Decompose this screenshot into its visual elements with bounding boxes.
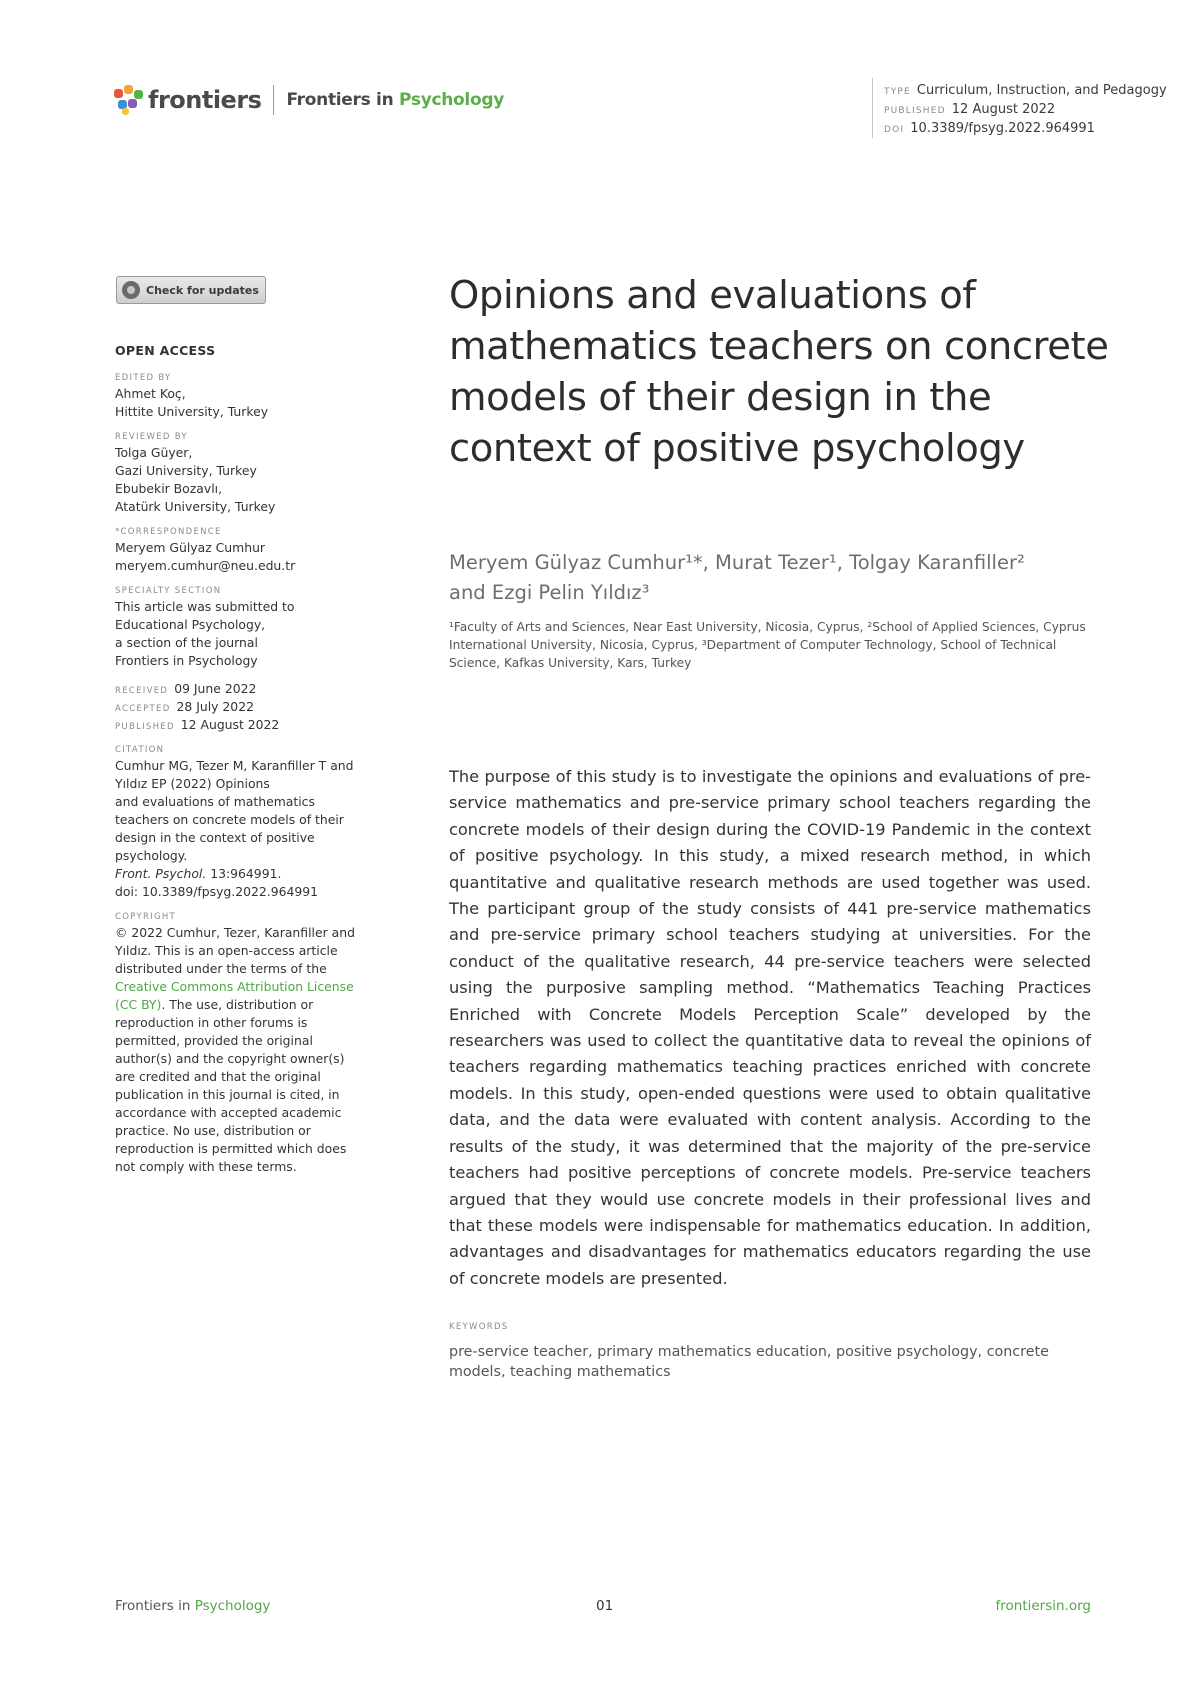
copyright-line	[115, 996, 375, 1014]
specialty-section	[115, 585, 375, 670]
meta-doi-label: DOI	[884, 125, 905, 135]
meta-divider	[872, 78, 873, 138]
authors-line: Meryem Gülyaz Cumhur¹*, Murat Tezer¹, Tolgay Karanfiller²	[449, 551, 1025, 574]
page-number: 01	[596, 1598, 614, 1614]
copyright-line: © 2022 Cumhur, Tezer, Karanfiller and	[115, 925, 355, 940]
open-access-label: OPEN ACCESS	[115, 343, 216, 358]
published-value: 12 August 2022	[180, 717, 280, 732]
copyright-line: author(s) and the copyright owner(s)	[115, 1051, 345, 1066]
copyright-section	[115, 911, 375, 1176]
copyright-tail: . The use, distribution or	[161, 997, 314, 1012]
copyright-line: are credited and that the original	[115, 1069, 321, 1084]
copyright-line: distributed under the terms of the	[115, 961, 327, 976]
reviewer-name: Ebubekir Bozavlı,	[115, 481, 223, 496]
specialty-line: Educational Psychology,	[115, 617, 266, 632]
accepted-label: ACCEPTED	[115, 704, 171, 714]
meta-type-label: TYPE	[884, 87, 911, 97]
footer-journal-accent: Psychology	[194, 1598, 271, 1614]
correspondence-email[interactable]: meryem.cumhur@neu.edu.tr	[115, 558, 296, 573]
copyright-line: Yıldız. This is an open-access article	[115, 943, 338, 958]
citation-doi[interactable]: doi: 10.3389/fpsyg.2022.964991	[115, 884, 319, 899]
author-list	[449, 548, 1089, 608]
copyright-line: reproduction is permitted which does	[115, 1141, 347, 1156]
journal-accent: Psychology	[399, 90, 504, 110]
copyright-label: COPYRIGHT	[115, 912, 177, 922]
reviewed-by-section	[115, 431, 375, 516]
keywords-list: pre-service teacher, primary mathematics education, positive psychology, concrete models, teaching mathematics	[449, 1344, 1049, 1380]
footer-journal	[115, 1598, 270, 1614]
editor-name: Ahmet Koç,	[115, 386, 186, 401]
copyright-line: permitted, provided the original	[115, 1033, 313, 1048]
citation-volume: 13:964991.	[206, 866, 282, 881]
specialty-line: a section of the journal	[115, 635, 258, 650]
meta-type	[884, 82, 1167, 101]
check-updates-label: Check for updates	[146, 283, 259, 297]
logo-wordmark: frontiers	[148, 86, 262, 114]
meta-published-value: 12 August 2022	[951, 102, 1056, 117]
correspondence-section	[115, 526, 375, 575]
edited-by-label: EDITED BY	[115, 373, 172, 383]
citation-line: psychology.	[115, 848, 188, 863]
license-abbrev-link[interactable]: (CC BY)	[115, 997, 162, 1012]
journal-prefix: Frontiers in	[286, 90, 394, 110]
logo-divider	[273, 85, 274, 115]
affiliations: ¹Faculty of Arts and Sciences, Near East University, Nicosia, Cyprus, ²School of Applied Sciences, Cyprus International University, Nicosia, Cyprus, ³Department of Computer Technology, School of Technical Science, Kafkas University, Kars, Turkey	[449, 620, 1086, 670]
correspondence-label: *CORRESPONDENCE	[115, 527, 222, 537]
correspondence-name: Meryem Gülyaz Cumhur	[115, 540, 266, 555]
citation-line: Cumhur MG, Tezer M, Karanfiller T and	[115, 758, 354, 773]
published-label: PUBLISHED	[115, 722, 175, 732]
meta-type-value: Curriculum, Instruction, and Pedagogy	[916, 83, 1167, 98]
footer-site-link[interactable]: frontiersin.org	[995, 1598, 1091, 1614]
meta-published-label: PUBLISHED	[884, 106, 946, 116]
citation-label: CITATION	[115, 745, 165, 755]
citation-line: teachers on concrete models of their	[115, 812, 344, 827]
received-value: 09 June 2022	[174, 681, 257, 696]
citation-section	[115, 744, 375, 901]
dates-section	[115, 680, 375, 734]
citation-journal-line	[115, 865, 375, 883]
copyright-line: accordance with accepted academic	[115, 1105, 342, 1120]
citation-line: and evaluations of mathematics	[115, 794, 315, 809]
authors-line: and Ezgi Pelin Yıldız³	[449, 581, 650, 604]
reviewed-by-label: REVIEWED BY	[115, 432, 188, 442]
specialty-label: SPECIALTY SECTION	[115, 586, 222, 596]
citation-line: Yıldız EP (2022) Opinions	[115, 776, 270, 791]
received-date	[115, 680, 375, 698]
received-label: RECEIVED	[115, 686, 169, 696]
footer-journal-prefix: Frontiers in	[115, 1598, 191, 1614]
edited-by-section	[115, 372, 375, 421]
citation-line: design in the context of positive	[115, 830, 315, 845]
specialty-line: Frontiers in Psychology	[115, 653, 258, 668]
citation-journal: Front. Psychol.	[115, 866, 207, 881]
copyright-line: practice. No use, distribution or	[115, 1123, 311, 1138]
license-link[interactable]: Creative Commons Attribution License	[115, 979, 354, 994]
reviewer-affiliation: Atatürk University, Turkey	[115, 499, 276, 514]
update-check-icon	[122, 281, 140, 299]
journal-name	[286, 90, 504, 110]
copyright-line: not comply with these terms.	[115, 1159, 297, 1174]
meta-doi-value[interactable]: 10.3389/fpsyg.2022.964991	[910, 121, 1095, 136]
reviewer-affiliation: Gazi University, Turkey	[115, 463, 257, 478]
copyright-line: reproduction in other forums is	[115, 1015, 308, 1030]
check-for-updates-button[interactable]	[116, 276, 266, 304]
editor-affiliation: Hittite University, Turkey	[115, 404, 269, 419]
meta-doi	[884, 120, 1167, 139]
copyright-line: publication in this journal is cited, in	[115, 1087, 340, 1102]
accepted-value: 28 July 2022	[176, 699, 254, 714]
specialty-line: This article was submitted to	[115, 599, 295, 614]
accepted-date	[115, 698, 375, 716]
frontiers-mark-icon	[114, 85, 144, 115]
reviewer-name: Tolga Güyer,	[115, 445, 193, 460]
article-title: Opinions and evaluations of mathematics teachers on concrete models of their design in the context of positive psychology	[449, 273, 1109, 471]
keywords-label: KEYWORDS	[449, 1322, 509, 1332]
meta-published	[884, 101, 1167, 120]
published-date	[115, 716, 375, 734]
frontiers-logo[interactable]	[114, 84, 504, 116]
article-meta	[884, 82, 1167, 139]
article-sidebar	[115, 342, 375, 1186]
abstract-text: The purpose of this study is to investigate the opinions and evaluations of pre-service mathematics and pre-service primary school teachers regarding the concrete models of their design during the COVID-19 Pandemic in the context of positive psychology. In this study, a mixed research method, in which quantitative and qualitative research methods are used together was used. The participant group of the study consists of 441 pre-service mathematics and pre-service primary school teachers studying at universities. For the conduct of the qualitative research, 44 pre-service teachers were selected using the purposive sampling method. “Mathematics Teaching Practices Enriched with Concrete Models Perception Scale” developed by the researchers was used to collect the quantitative data to reveal the opinions of teachers regarding mathematics teaching practices enriched with concrete models. In this study, open-ended questions were used to obtain qualitative data, and the data were evaluated with content analysis. According to the results of the study, it was determined that the majority of the pre-service teachers had positive perceptions of concrete models. Pre-service teachers argued that they would use concrete models in their professional lives and that these models were indispensable for mathematics education. In addition, advantages and disadvantages for mathematics educators regarding the use of concrete models are presented.	[449, 767, 1091, 1288]
